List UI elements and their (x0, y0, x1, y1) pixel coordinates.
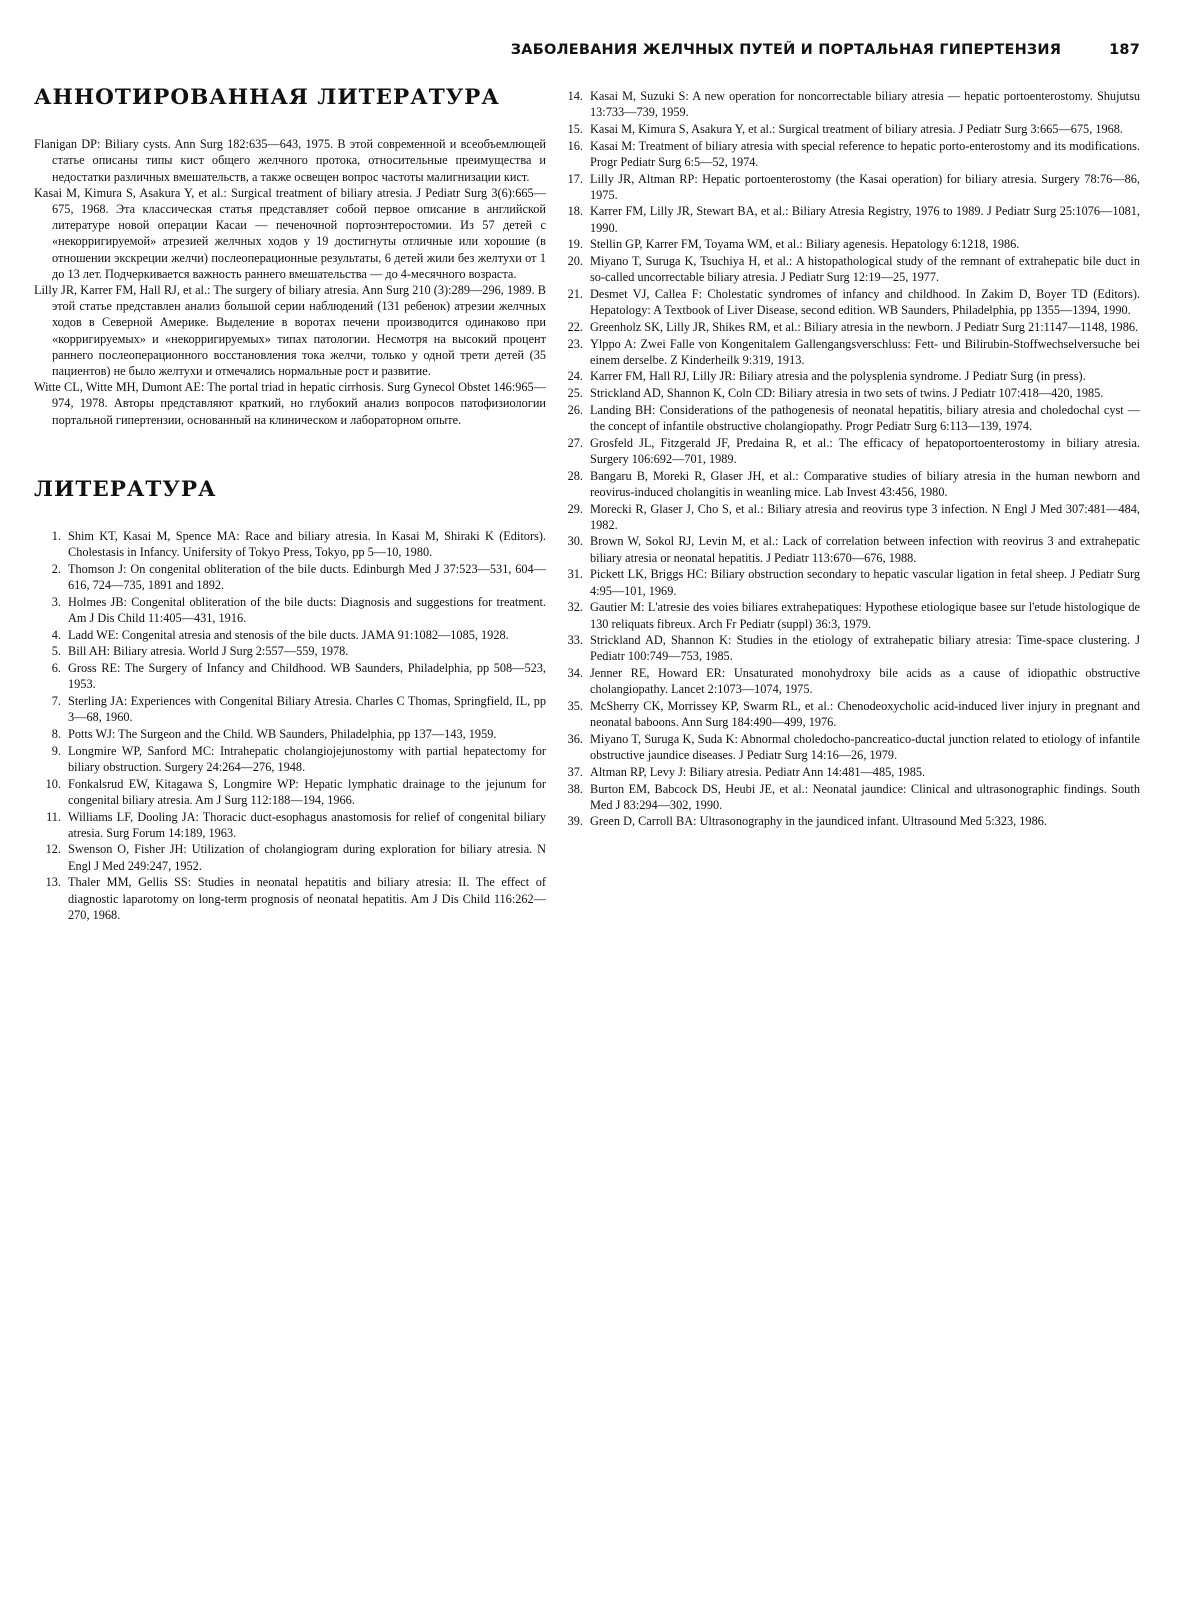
reference-item (34, 561, 546, 593)
reference-text: Ylppo A: Zwei Falle von Kongenitalem Gallengangsverschluss: Fett- und Bilirubin-Stoffwechselversuche bei einem derselbe. Z Kinderheilk 9:319, 1913. (590, 336, 1140, 367)
left-column (34, 85, 546, 923)
references-heading: ЛИТЕРАТУРА (34, 476, 217, 502)
reference-text: Altman RP, Levy J: Biliary atresia. Pediatr Ann 14:481—485, 1985. (590, 764, 926, 779)
reference-number: 38. (567, 781, 583, 796)
reference-text: Bangaru B, Moreki R, Glaser JH, et al.: Comparative studies of biliary atresia in the human newborn and reovirus-induced cholangitis in weanling mice. Lab Invest 43:456, 1980. (590, 468, 1140, 499)
reference-text: Swenson O, Fisher JH: Utilization of cholangiogram during exploration for biliary atresia. N Engl J Med 249:247, 1952. (68, 842, 546, 873)
reference-text: Greenholz SK, Lilly JR, Shikes RM, et al.: Biliary atresia in the newborn. J Pediatr Surg 21:1147—1148, 1986. (590, 319, 1139, 334)
reference-text: Sterling JA: Experiences with Congenital Biliary Atresia. Charles C Thomas, Springfield, IL, pp 3—68, 1960. (68, 694, 546, 725)
reference-item (556, 171, 1140, 203)
reference-number: 16. (567, 138, 583, 153)
reference-text: Karrer FM, Hall RJ, Lilly JR: Biliary atresia and the polysplenia syndrome. J Pediatr Surg (in press). (590, 369, 1086, 384)
reference-item (556, 385, 1140, 401)
reference-item (556, 368, 1140, 384)
reference-number: 20. (567, 254, 583, 269)
reference-text: Shim KT, Kasai M, Spence MA: Race and biliary atresia. In Kasai M, Shiraki K (Editors). Cholestasis in Infancy. Unifersity of Tokyo Press, Tokyo, pp 5—10, 1980. (68, 529, 546, 560)
reference-text: Miyano T, Suruga K, Tsuchiya H, et al.: A histopathological study of the remnant of extrahepatic bile duct in so-called uncorrectable biliary atresia. J Pediatr Surg 12:19—25, 1977. (590, 254, 1140, 285)
reference-item (556, 566, 1140, 598)
reference-text: McSherry CK, Morrissey KP, Swarm RL, et al.: Chenodeoxycholic acid-induced liver injury in pregnant and neonatal baboons. Ann Surg 184:490—499, 1976. (590, 699, 1140, 730)
annotated-entry: Kasai M, Kimura S, Asakura Y, et al.: Surgical treatment of biliary atresia. J Pediatr Surg 3(6):665—675, 1968. Эта классическая статья представляет собой первое описание в английской литературе новой операции Касаи — печеночной портоэнтеростомии. Из 57 детей с «некорригируемой» атрезией желчных ходов у 19 достигнуты отличные или хорошие (в отношении экскреции желчи) послеоперационные результаты, 6 детей жили без желтухи от 1 до 13 лет. Подчеркивается важность раннего вмешательства — до 4-месячного возраста. (34, 185, 546, 281)
reference-number: 9. (51, 743, 61, 758)
reference-item (556, 813, 1140, 829)
reference-number: 17. (567, 171, 583, 186)
reference-number: 14. (567, 89, 583, 103)
reference-text: Brown W, Sokol RJ, Levin M, et al.: Lack of correlation between infection with reovirus 3 and extrahepatic biliary atresia or neonatal hepatitis. J Pediatr 113:670—676, 1988. (590, 534, 1140, 565)
reference-item (556, 435, 1140, 467)
right-column (556, 88, 1140, 830)
reference-number: 19. (567, 237, 583, 252)
reference-number: 6. (51, 661, 61, 676)
reference-text: Pickett LK, Briggs HC: Biliary obstruction secondary to hepatic vascular ligation in fetal sheep. J Pediatr Surg 4:95—101, 1969. (590, 567, 1140, 598)
reference-number: 13. (45, 875, 61, 890)
reference-text: Gross RE: The Surgery of Infancy and Childhood. WB Saunders, Philadelphia, pp 508—523, 1953. (68, 661, 546, 692)
reference-number: 30. (567, 534, 583, 549)
reference-item (34, 841, 546, 873)
reference-number: 7. (51, 694, 61, 709)
annotated-literature-heading: АННОТИРОВАННАЯ ЛИТЕРАТУРА (34, 85, 500, 110)
reference-text: Green D, Carroll BA: Ultrasonography in the jaundiced infant. Ultrasound Med 5:323, 1986. (590, 814, 1047, 829)
reference-item (556, 764, 1140, 780)
reference-item (556, 599, 1140, 631)
reference-number: 10. (45, 776, 61, 791)
reference-text: Morecki R, Glaser J, Cho S, et al.: Biliary atresia and reovirus type 3 infection. N Engl J Med 307:481—484, 1982. (590, 501, 1140, 532)
reference-number: 21. (567, 286, 583, 301)
reference-item (556, 731, 1140, 763)
reference-item (556, 253, 1140, 285)
reference-item (34, 627, 546, 643)
annotated-entries (34, 136, 546, 428)
annotated-entry: Lilly JR, Karrer FM, Hall RJ, et al.: The surgery of biliary atresia. Ann Surg 210 (3):289—296, 1989. В этой статье представлен анализ большой серии наблюдений (131 ребенок) атрезии желчных ходов в Северной Америке. Выделение в воротах печени производится одинаково при «корригируемых» и «некорригируемых» типах патологии. Несмотря на высокий процент раннего послеоперационного восстановления тока желчи, только у одной трети детей (35 пациентов) не было желтухи и отмечались нормальные рост и развитие. (34, 283, 546, 379)
reference-item (34, 809, 546, 841)
reference-number: 8. (51, 727, 61, 741)
reference-number: 25. (567, 386, 583, 401)
annotated-entry: Flanigan DP: Biliary cysts. Ann Surg 182:635—643, 1975. В этой современной и всеобъемлющей статье описаны типы кист общего желчного протока, относительные преимущества и недостатки различных вмешательств, а также освещен вопрос частоты малигнизации кист. (34, 137, 546, 184)
reference-number: 37. (567, 764, 583, 779)
annotated-entry: Witte CL, Witte MH, Dumont AE: The portal triad in hepatic cirrhosis. Surg Gynecol Obstet 146:965—974, 1978. Авторы представляют краткий, но глубокий анализ вопросов патофизиологии портальной гипертензии, основанный на клиническом и лабораторном опыте. (34, 380, 546, 427)
reference-number: 29. (567, 501, 583, 516)
reference-item (556, 402, 1140, 434)
reference-text: Kasai M, Suzuki S: A new operation for noncorrectable biliary atresia — hepatic portoenterostomy. Shujutsu 13:733—739, 1959. (590, 89, 1140, 120)
reference-text: Burton EM, Babcock DS, Heubi JE, et al.: Neonatal jaundice: Clinical and ultrasonographic findings. South Med J 83:294—302, 1990. (590, 781, 1140, 812)
page-number: 187 (1109, 42, 1140, 58)
reference-item (556, 665, 1140, 697)
reference-item (34, 594, 546, 626)
reference-text: Holmes JB: Congenital obliteration of the bile ducts: Diagnosis and suggestions for treatment. Am J Dis Child 11:405—431, 1916. (68, 594, 546, 626)
reference-item (34, 528, 546, 560)
reference-item (556, 336, 1140, 368)
reference-text: Bill AH: Biliary atresia. World J Surg 2:557—559, 1978. (68, 644, 349, 659)
running-head (360, 42, 1140, 58)
reference-text: Potts WJ: The Surgeon and the Child. WB Saunders, Philadelphia, pp 137—143, 1959. (68, 727, 497, 741)
reference-text: Strickland AD, Shannon K: Studies in the etiology of extrahepatic biliary atresia: Time-space clustering. J Pediatr 100:749—753, 1985. (590, 633, 1140, 664)
reference-number: 3. (51, 594, 61, 609)
reference-item (556, 698, 1140, 730)
reference-number: 15. (567, 121, 583, 136)
reference-number: 2. (51, 561, 61, 576)
reference-item (556, 533, 1140, 565)
reference-number: 32. (567, 600, 583, 615)
reference-item (556, 236, 1140, 252)
reference-text: Ladd WE: Congenital atresia and stenosis of the bile ducts. JAMA 91:1082—1085, 1928. (68, 627, 509, 642)
reference-item (34, 643, 546, 659)
reference-text: Strickland AD, Shannon K, Coln CD: Biliary atresia in two sets of twins. J Pediatr 107:418—420, 1985. (590, 386, 1104, 401)
reference-text: Williams LF, Dooling JA: Thoracic duct-esophagus anastomosis for relief of congenital biliary atresia. Surg Forum 14:189, 1963. (68, 809, 546, 840)
reference-number: 28. (567, 468, 583, 483)
reference-item (34, 874, 546, 923)
reference-text: Fonkalsrud EW, Kitagawa S, Longmire WP: Hepatic lymphatic drainage to the jejunum for congenital biliary atresia. Am J Surg 112:188—194, 1966. (68, 776, 546, 807)
reference-text: Stellin GP, Karrer FM, Toyama WM, et al.: Biliary agenesis. Hepatology 6:1218, 1986. (590, 237, 1020, 252)
reference-number: 11. (46, 809, 61, 824)
reference-number: 5. (51, 644, 61, 659)
reference-item (34, 660, 546, 692)
reference-text: Lilly JR, Altman RP: Hepatic portoenterostomy (the Kasai operation) for biliary atresia. Surgery 78:76—86, 1975. (590, 171, 1140, 202)
reference-text: Longmire WP, Sanford MC: Intrahepatic cholangiojejunostomy with partial hepatectomy for biliary obstruction. Surgery 24:264—276, 1948. (68, 743, 546, 774)
reference-text: Desmet VJ, Callea F: Cholestatic syndromes of infancy and childhood. In Zakim D, Boyer TD (Editors). Hepatology: A Textbook of Liver Disease, second edition. WB Saunders, Philadelphia, pp 1355—1394, 1990. (590, 286, 1140, 318)
reference-number: 24. (567, 369, 583, 384)
reference-item (34, 693, 546, 725)
reference-text: Landing BH: Considerations of the pathogenesis of neonatal hepatitis, biliary atresia and choledochal cyst — the concept of infantile obstructive cholangiopathy. Progr Pediatr Surg 6:113—139, 1974. (590, 402, 1140, 434)
reference-text: Gautier M: L'atresie des voies biliares extrahepatiques: Hypothese etiologique basee sur l'etude histologique de 130 reliquats fibreux. Arch Fr Pediatr (suppl) 36:3, 1979. (590, 600, 1140, 631)
reference-number: 1. (51, 529, 61, 544)
reference-text: Jenner RE, Howard ER: Unsaturated monohydroxy bile acids as a cause of idiopathic obstructive cholangiopathy. Lancet 2:1073—1074, 1975. (590, 666, 1140, 697)
reference-number: 39. (567, 814, 583, 829)
reference-list-right (556, 88, 1140, 830)
running-title: ЗАБОЛЕВАНИЯ ЖЕЛЧНЫХ ПУТЕЙ И ПОРТАЛЬНАЯ ГИПЕРТЕНЗИЯ (510, 42, 1062, 58)
reference-text: Kasai M, Kimura S, Asakura Y, et al.: Surgical treatment of biliary atresia. J Pediatr Surg 3:665—675, 1968. (590, 121, 1124, 136)
reference-number: 26. (567, 402, 583, 417)
reference-text: Thomson J: On congenital obliteration of the bile ducts. Edinburgh Med J 37:523—531, 604—616, 724—735, 1891 and 1892. (68, 561, 546, 593)
reference-number: 22. (567, 319, 583, 334)
reference-number: 35. (567, 699, 583, 714)
reference-text: Miyano T, Suruga K, Suda K: Abnormal choledocho-pancreatico-ductal junction related to etiology of infantile obstructive jaundice diseases. J Pediatr Surg 14:16—26, 1979. (590, 731, 1140, 763)
reference-item (556, 319, 1140, 335)
reference-number: 4. (51, 627, 61, 642)
reference-item (34, 776, 546, 808)
reference-text: Thaler MM, Gellis SS: Studies in neonatal hepatitis and biliary atresia: II. The effect of diagnostic laparotomy on long-term prognosis of neonatal hepatitis. Am J Dis Child 116:262—270, 1968. (68, 875, 546, 922)
reference-item (556, 121, 1140, 137)
reference-item (556, 138, 1140, 170)
reference-number: 27. (567, 435, 583, 450)
reference-number: 31. (567, 567, 583, 582)
reference-number: 36. (567, 731, 583, 746)
reference-text: Kasai M: Treatment of biliary atresia with special reference to hepatic porto-enterostomy and its modifications. Progr Pediatr Surg 6:5—52, 1974. (590, 138, 1140, 169)
reference-text: Grosfeld JL, Fitzgerald JF, Predaina R, et al.: The efficacy of hepatoportoenterostomy in biliary atresia. Surgery 106:692—701, 1989. (590, 435, 1140, 466)
reference-item (34, 726, 546, 742)
reference-text: Karrer FM, Lilly JR, Stewart BA, et al.: Biliary Atresia Registry, 1976 to 1989. J Pediatr Surg 25:1076—1081, 1990. (590, 204, 1140, 235)
reference-list-left (34, 528, 546, 923)
reference-number: 18. (567, 204, 583, 219)
reference-item (556, 501, 1140, 533)
reference-item (556, 632, 1140, 664)
reference-item (556, 203, 1140, 235)
reference-item (556, 781, 1140, 813)
reference-item (556, 468, 1140, 500)
reference-item (556, 88, 1140, 120)
reference-number: 12. (45, 842, 61, 857)
reference-number: 34. (567, 666, 583, 681)
reference-item (556, 286, 1140, 318)
reference-number: 23. (567, 336, 583, 351)
reference-item (34, 743, 546, 775)
reference-number: 33. (567, 633, 583, 648)
